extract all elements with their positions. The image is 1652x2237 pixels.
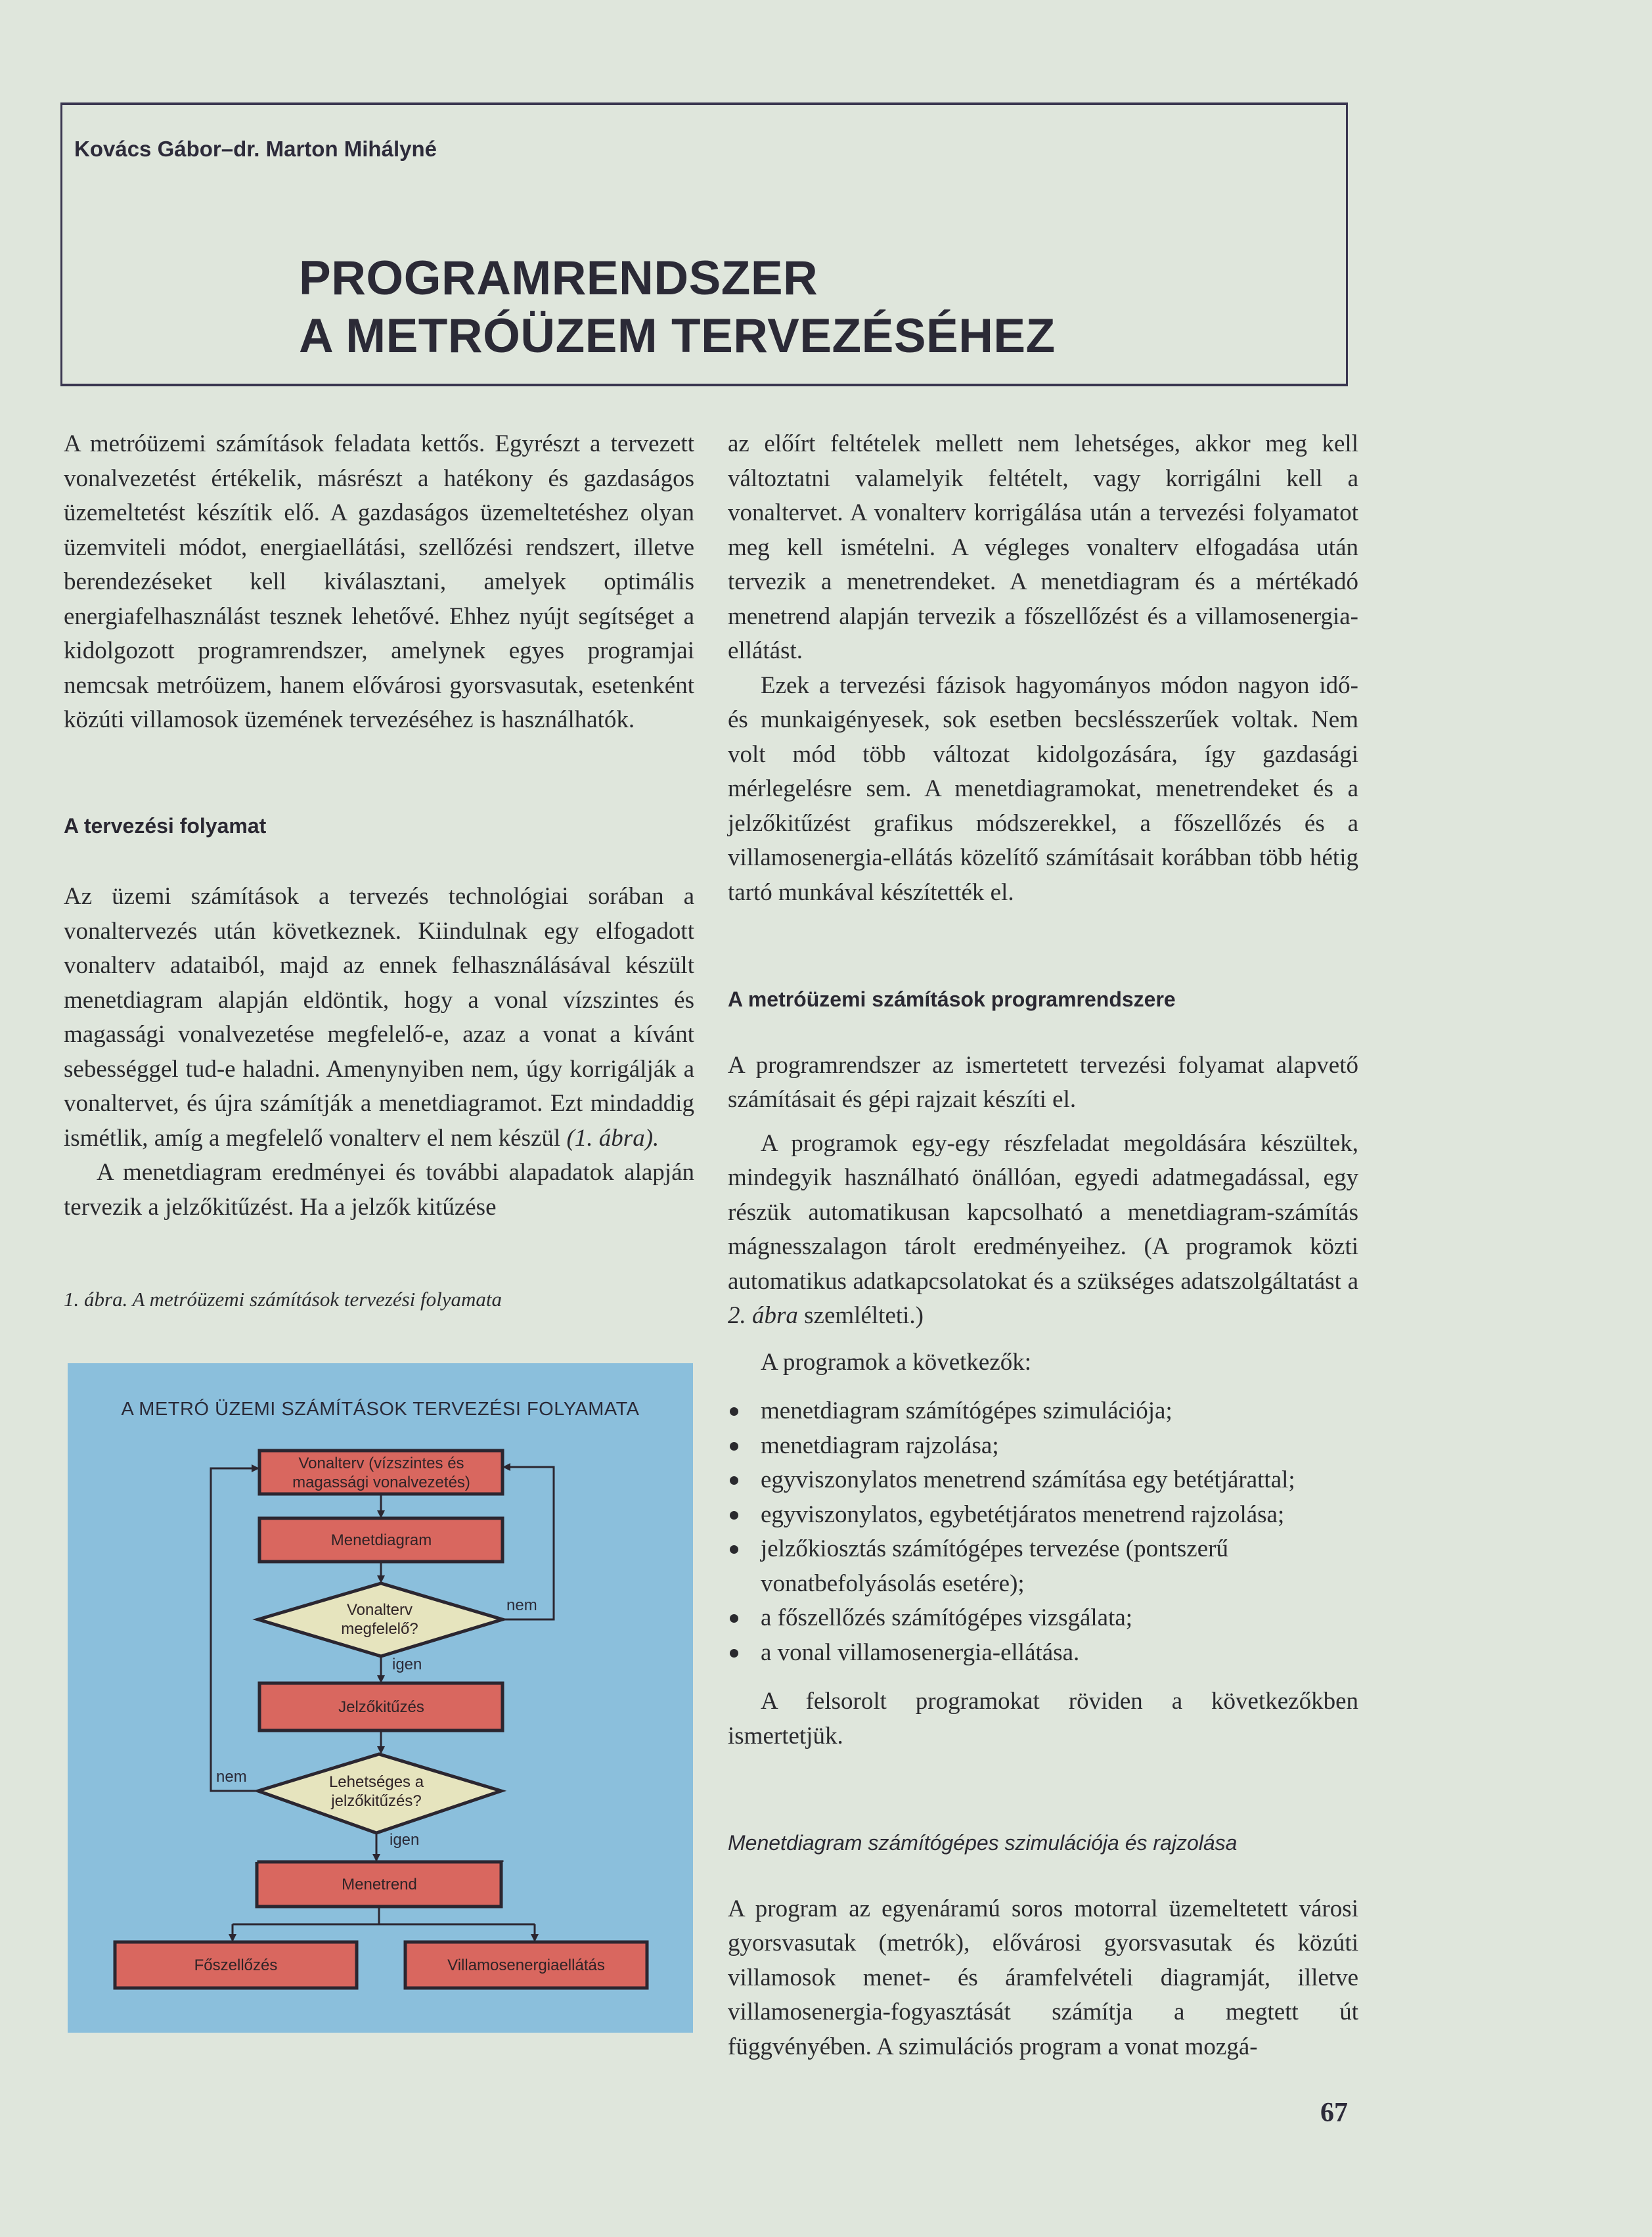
program-list bbox=[728, 1394, 1358, 1670]
flowchart-lower bbox=[68, 1363, 693, 1922]
list-intro: A programok a következők: bbox=[761, 1348, 1032, 1376]
title-box bbox=[60, 102, 1348, 386]
list-item: menetdiagram rajzolása; bbox=[728, 1429, 1358, 1464]
paragraph: Az üzemi számítások a tervezés technológiai sorában a vonaltervezés után következnek. Kiindulnak egy elfogadott vonalterv adataiból, majd az ennek felhasználásával készült menetdiagram alapján eldöntik, hogy a vonal vízszintes és magassági vonalvezetése megfelelő-e, azaz a vonat a kívánt sebességgel tud-e haladni. Amenynyiben nem, úgy korrigálják a vonaltervet, és újra számítják a menetdiagramot. Ezt mindaddig ismétlik, amíg a megfelelő vonalterv el nem készül (1. ábra). bbox=[64, 883, 694, 1152]
paragraph: A programok egy-egy részfeladat megoldására készültek, mindegyik használható önállóan, egyedi adatmegadással, egy részük automatikusan kapcsolható a menetdiagram-számítás mágnesszalagon tárolt eredményeihez. (A programok közti automatikus adatkapcsolatokat és a szükséges adatszolgáltatást a 2. ábra szemlélteti.) bbox=[728, 1129, 1358, 1329]
node-menetdiagram: Menetdiagram bbox=[330, 1531, 432, 1549]
list-item: a főszellőzés számítógépes vizsgálata; bbox=[728, 1601, 1358, 1636]
paragraph: A felsorolt programokat röviden a következőkben ismertetjük. bbox=[728, 1688, 1358, 1750]
node-vonalterv: Vonalterv (vízszintes és magassági vonalvezetés) bbox=[292, 1455, 470, 1491]
node-foszellozes: Főszellőzés bbox=[194, 1956, 278, 1974]
flowchart-lower-svg bbox=[68, 1363, 693, 1922]
figure-caption: 1. ábra. A metróüzemi számítások tervezési folyamata bbox=[64, 1288, 502, 1311]
list-item: jelzőkiosztás számítógépes tervezése (pontszerű vonatbefolyásolás esetére); bbox=[728, 1532, 1358, 1601]
list-item: egyviszonylatos, egybetétjáratos menetrend rajzolása; bbox=[728, 1498, 1358, 1533]
edge-label-igen: igen bbox=[392, 1656, 422, 1673]
title-line-1: PROGRAMRENDSZER bbox=[299, 252, 818, 305]
edge-label-nem: nem bbox=[216, 1768, 247, 1786]
paragraph: A menetdiagram eredményei és további alapadatok alapján tervezik a jelzőkitűzést. Ha a jelzők kitűzése bbox=[64, 1159, 694, 1221]
edge-label-nem: nem bbox=[506, 1596, 537, 1614]
paragraph: az előírt feltételek mellett nem lehetséges, akkor meg kell változtatni valamelyik feltételt, vagy korrigálni kell a vonaltervet. A vonalterv korrigálása után a tervezési folyamatot meg kell ismételni. A végleges vonalterv elfogadása után tervezik a menetrendeket. A menetdiagram és a mértékadó menetrend alapján tervezik a főszellőzést és a villamosenergia-ellátást. bbox=[728, 430, 1358, 664]
section-heading-menetdiagram: Menetdiagram számítógépes szimulációja és rajzolása bbox=[728, 1831, 1238, 1855]
intro-paragraph: A metróüzemi számítások feladata kettős. Egyrészt a tervezett vonalvezetést értékelik, másrészt a hatékony és gazdaságos üzemeltetést készítik elő. A gazdaságos üzemeltetéshez olyan üzemviteli módot, energiaellátási, szellőzési rendszert, illetve berendezéseket kell kiválasztani, amelyek optimális energiafelhasználást tesznek lehetővé. Ehhez nyújt segítséget a kidolgozott programrendszer, amelynek egyes programjai nemcsak metróüzem, hanem elővárosi gyorsvasutak, esetenként közúti villamosok üzemének tervezéséhez is használhatók. bbox=[64, 430, 694, 733]
right-column bbox=[728, 427, 1358, 2064]
paragraph: A programrendszer az ismertetett tervezési folyamat alapvető számításait és gépi rajzait készíti el. bbox=[728, 1051, 1358, 1113]
node-jelzokituzes: Jelzőkitűzés bbox=[338, 1698, 424, 1716]
decision-lehetseges-jelzokituzes: Lehetséges a jelzőkitűzés? bbox=[328, 1773, 424, 1810]
decision-vonalterv-megfelelo: Vonalterv megfelelő? bbox=[341, 1601, 418, 1638]
figure-reference: (1. ábra). bbox=[566, 1124, 659, 1152]
paragraph: Ezek a tervezési fázisok hagyományos módon nagyon idő- és munkaigényesek, sok esetben becslésszerűek voltak. Nem volt mód több változat kidolgozására, így gazdasági mérlegelésre sem. A menetdiagramokat, menetrendeket és a jelzőkitűzést grafikus módszerekkel, a főszellőzés és a villamosenergia-ellátás közelítő számításait korábban több hétig tartó munkával készítették el. bbox=[728, 671, 1358, 906]
list-item: a vonal villamosenergia-ellátása. bbox=[728, 1636, 1358, 1671]
article-title bbox=[299, 250, 1056, 365]
figure-title: A METRÓ ÜZEMI SZÁMÍTÁSOK TERVEZÉSI FOLYAMATA bbox=[121, 1399, 640, 1420]
page-number: 67 bbox=[1320, 2098, 1348, 2128]
left-column bbox=[64, 427, 694, 1225]
list-item: menetdiagram számítógépes szimulációja; bbox=[728, 1394, 1358, 1429]
flowchart-bottom-area bbox=[68, 1862, 693, 2033]
title-line-2: A METRÓÜZEM TERVEZÉSÉHEZ bbox=[299, 309, 1056, 363]
section-heading-programrendszere: A metróüzemi számítások programrendszere bbox=[728, 987, 1176, 1011]
list-item: egyviszonylatos menetrend számítása egy betétjárattal; bbox=[728, 1463, 1358, 1498]
node-villamosenergiaellatas: Villamosenergiaellátás bbox=[447, 1956, 605, 1974]
section-heading-tervezesi-folyamat: A tervezési folyamat bbox=[64, 813, 267, 838]
authors: Kovács Gábor–dr. Marton Mihályné bbox=[74, 137, 437, 161]
node-menetrend: Menetrend bbox=[342, 1875, 417, 1893]
figure-reference: 2. ábra bbox=[728, 1302, 798, 1329]
edge-label-igen: igen bbox=[390, 1831, 420, 1849]
paragraph: A program az egyenáramú soros motorral üzemeltetett városi gyorsvasutak (metrók), elővárosi gyorsvasutak és közúti villamosok menet- és áramfelvételi diagramját, illetve villamosenergia-fogyasztását számítja a megtett út függvényében. A szimulációs program a vonat mozgá- bbox=[728, 1895, 1358, 2060]
